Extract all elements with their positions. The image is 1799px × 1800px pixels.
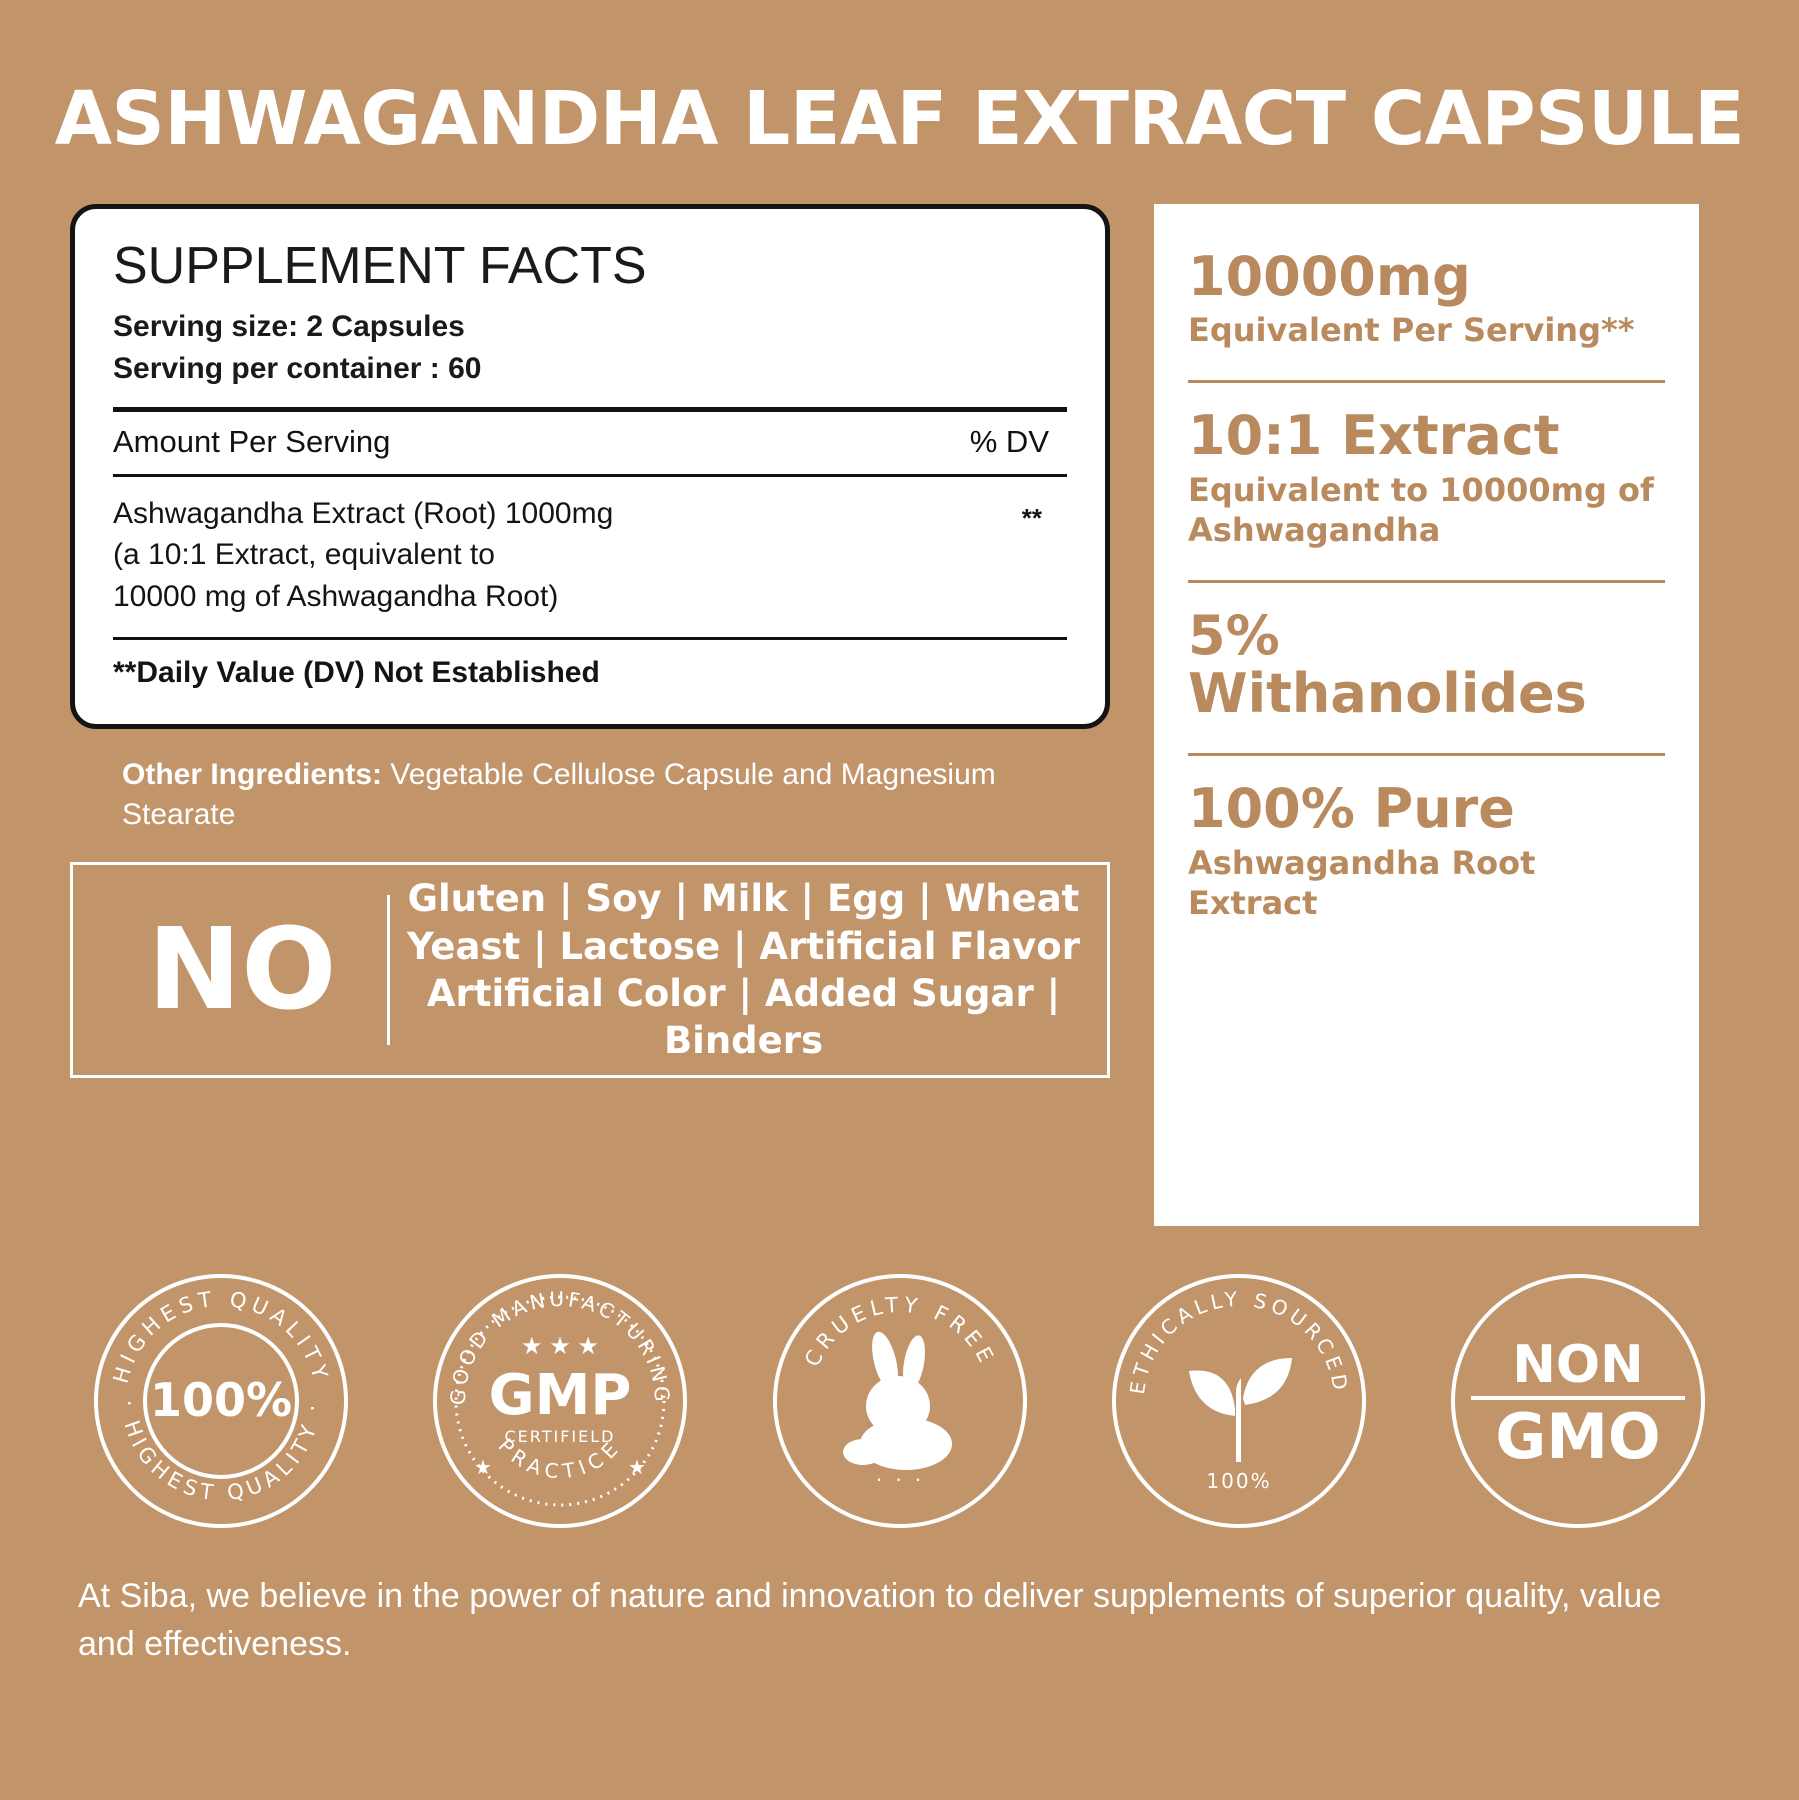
svg-text:★: ★ — [474, 1457, 493, 1479]
highlights-panel — [1154, 204, 1699, 1226]
right-column — [1154, 204, 1699, 1226]
other-ingredients-value: Vegetable Cellulose Capsule and Magnesium Stearate — [122, 757, 996, 832]
highest-quality-badge-icon — [86, 1266, 356, 1536]
certification-badges — [0, 1226, 1799, 1536]
svg-text:★: ★ — [628, 1457, 647, 1479]
highlight-3-sub: Ashwagandha Root Extract — [1188, 843, 1536, 922]
free-from-line-2: Yeast | Lactose | Artificial Flavor — [407, 924, 1080, 968]
table-row — [113, 477, 1067, 637]
highlight-item-0 — [1188, 244, 1665, 364]
free-from-divider — [387, 895, 390, 1045]
highlight-1-sub: Equivalent to 10000mg of Ashwagandha — [1188, 470, 1654, 549]
svg-text:GMO: GMO — [1495, 1400, 1661, 1473]
svg-text:· HIGHEST QUALITY ·: · HIGHEST QUALITY · — [116, 1399, 326, 1506]
highlight-item-1 — [1188, 403, 1665, 563]
free-from-word: NO — [147, 904, 337, 1035]
svg-text:★ ★ ★: ★ ★ ★ — [521, 1333, 600, 1360]
facts-column-headers — [113, 412, 1067, 474]
highlight-item-2 — [1188, 603, 1665, 738]
ingredient-detail-2: 10000 mg of Ashwagandha Root) — [113, 579, 559, 613]
svg-text:100%: 100% — [149, 1373, 293, 1427]
footer-text: At Siba, we believe in the power of nature and innovation to deliver supplements of superior quality, value and effectiveness. — [78, 1577, 1662, 1664]
svg-text:100%: 100% — [1206, 1469, 1272, 1493]
highlight-0-title: 10000mg — [1188, 245, 1471, 308]
left-column — [70, 204, 1110, 1226]
amount-per-serving-header: Amount Per Serving — [113, 423, 391, 459]
ingredient-name-block — [113, 493, 613, 617]
non-gmo-badge-icon — [1443, 1266, 1713, 1536]
free-from-list — [404, 875, 1083, 1064]
svg-text:· · ·: · · · — [874, 1466, 925, 1491]
supplement-facts-panel — [70, 204, 1110, 729]
percent-dv-header: % DV — [969, 423, 1049, 459]
svg-text:CRUELTY FREE: CRUELTY FREE — [799, 1292, 1000, 1371]
other-ingredients — [70, 729, 1110, 836]
svg-text:ETHICALLY SOURCED: ETHICALLY SOURCED — [1124, 1286, 1353, 1396]
ingredient-name: Ashwagandha Extract (Root) 1000mg — [113, 496, 614, 530]
svg-text:GMP: GMP — [488, 1363, 632, 1428]
svg-text:HIGHEST QUALITY: HIGHEST QUALITY — [108, 1286, 334, 1386]
svg-text:CERTIFIELD: CERTIFIELD — [504, 1427, 616, 1446]
highlight-separator-2 — [1188, 753, 1665, 756]
other-ingredients-label: Other Ingredients: — [122, 757, 383, 791]
highlight-0-sub: Equivalent Per Serving** — [1188, 311, 1635, 350]
free-from-box — [70, 862, 1110, 1078]
highlight-separator-0 — [1188, 380, 1665, 383]
free-from-line-3: Artificial Color | Added Sugar | Binders — [426, 971, 1061, 1063]
svg-text:GOOD MANUFACTURING: GOOD MANUFACTURING — [445, 1286, 675, 1406]
daily-value-footnote: **Daily Value (DV) Not Established — [113, 655, 600, 689]
ingredient-detail-1: (a 10:1 Extract, equivalent to — [113, 538, 495, 572]
svg-text:PRACTICE: PRACTICE — [493, 1433, 627, 1484]
highlight-3-title: 100% Pure — [1188, 777, 1515, 841]
cruelty-free-badge-icon — [765, 1266, 1035, 1536]
ingredient-dv-value: ** — [1021, 502, 1042, 533]
ethically-sourced-badge-icon — [1104, 1266, 1374, 1536]
serving-per-container: Serving per container : 60 — [113, 352, 482, 386]
page-title: ASHWAGANDHA LEAF EXTRACT CAPSULE — [54, 76, 1745, 162]
supplement-facts-heading: SUPPLEMENT FACTS — [113, 237, 647, 295]
highlight-1-title: 10:1 Extract — [1188, 404, 1560, 468]
free-from-line-1: Gluten | Soy | Milk | Egg | Wheat — [407, 877, 1080, 921]
highlight-separator-1 — [1188, 580, 1665, 583]
highlight-2-title: 5% Withanolides — [1188, 603, 1587, 725]
main-columns — [0, 204, 1799, 1226]
serving-size: Serving size: 2 Capsules — [113, 309, 465, 343]
gmp-certified-badge-icon — [425, 1266, 695, 1536]
highlight-item-3 — [1188, 776, 1665, 936]
svg-text:NON: NON — [1512, 1335, 1644, 1395]
